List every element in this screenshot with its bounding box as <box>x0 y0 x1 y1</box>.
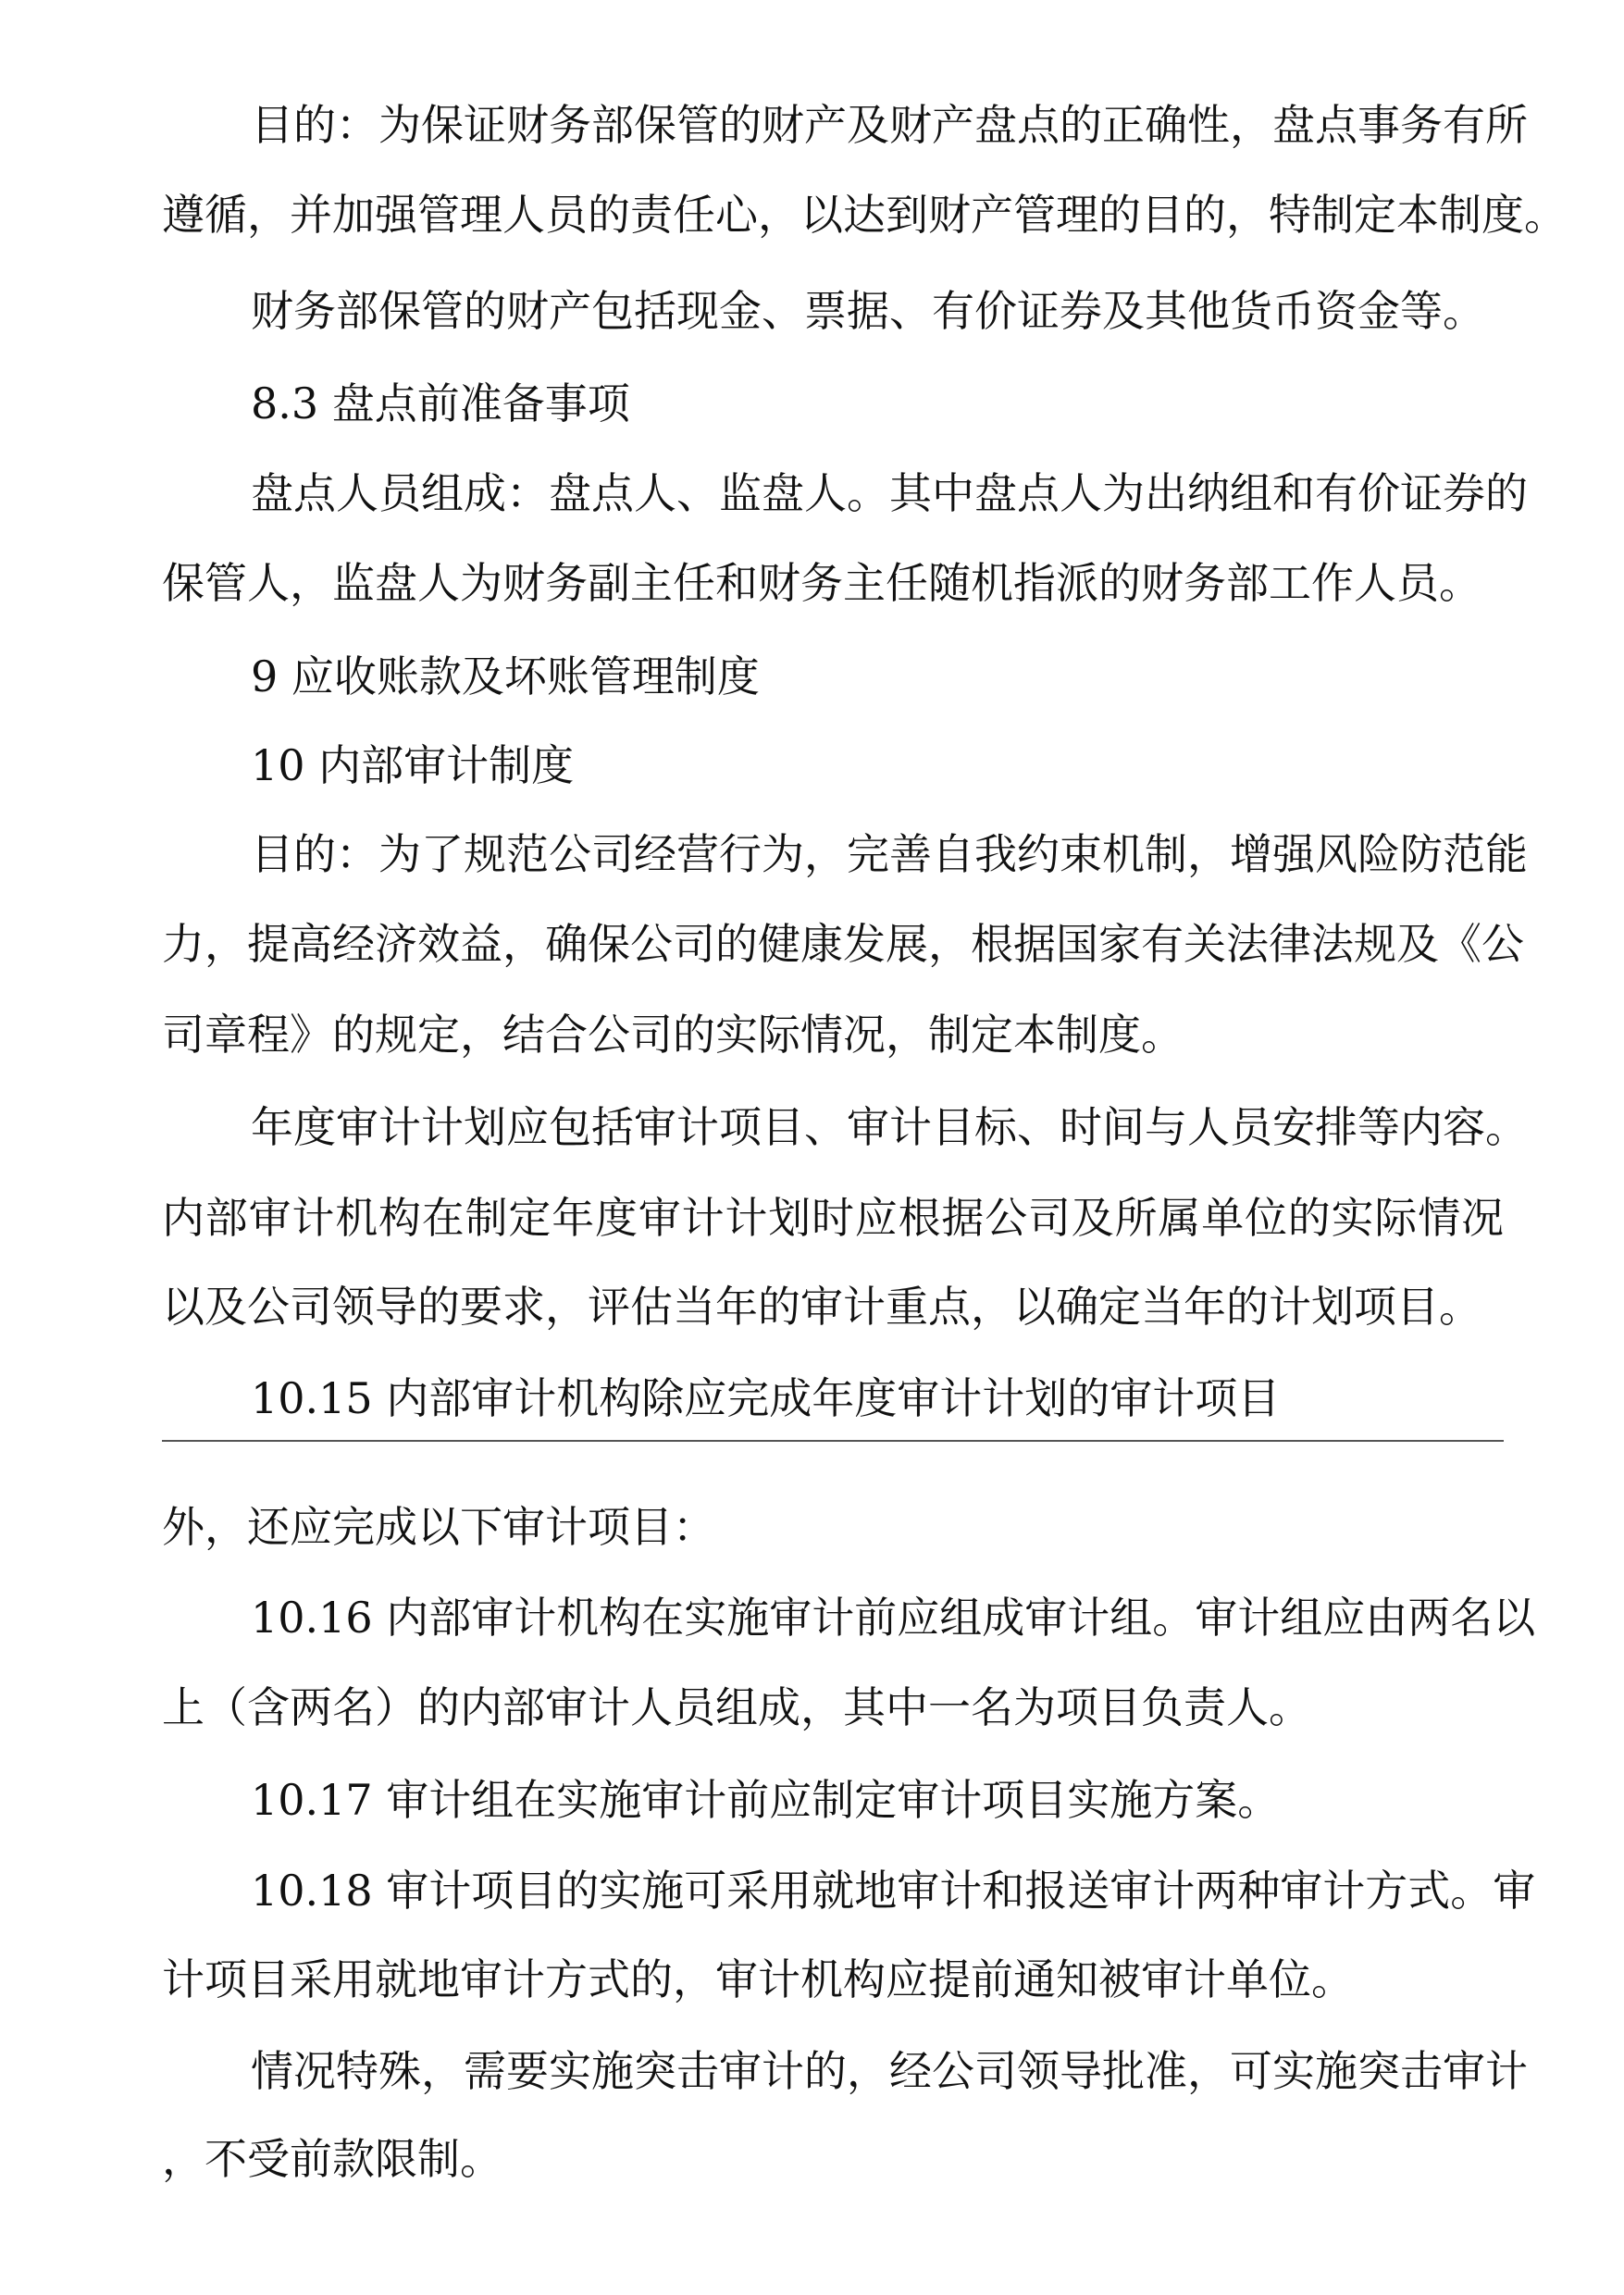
text-line: 财务部保管的财产包括现金、票据、有价证券及其他货币资金等。 <box>251 286 1485 336</box>
text-line: 10.16 内部审计机构在实施审计前应组成审计组。审计组应由两名以 <box>251 1593 1536 1643</box>
section-heading: 8.3 盘点前准备事项 <box>251 378 630 428</box>
text-line: 目的：为了规范公司经营行为，完善自我约束机制，增强风险防范能 <box>251 829 1528 879</box>
section-heading: 10 内部审计制度 <box>251 740 575 790</box>
text-line: 遵循，并加强管理人员的责任心，以达到财产管理的目的，特制定本制度。 <box>162 190 1567 240</box>
text-line: 外，还应完成以下审计项目： <box>162 1502 715 1552</box>
text-line: 10.18 审计项目的实施可采用就地审计和报送审计两种审计方式。审 <box>251 1866 1536 1916</box>
text-line: 情况特殊，需要实施突击审计的，经公司领导批准，可实施突击审计 <box>251 2046 1528 2096</box>
text-line: 力，提高经济效益，确保公司的健康发展，根据国家有关法律法规及《公 <box>162 919 1524 969</box>
text-line: 上（含两名）的内部审计人员组成，其中一名为项目负责人。 <box>162 1682 1311 1732</box>
text-line: 10.17 审计组在实施审计前应制定审计项目实施方案。 <box>251 1775 1281 1825</box>
text-line: 以及公司领导的要求，评估当年的审计重点，以确定当年的计划项目。 <box>162 1282 1481 1332</box>
text-line: 年度审计计划应包括审计项目、审计目标、时间与人员安排等内容。 <box>251 1102 1528 1152</box>
page-divider <box>162 1440 1504 1442</box>
text-line: 目的：为保证财务部保管的财产及财产盘点的正确性，盘点事务有所 <box>251 100 1528 150</box>
text-line: 内部审计机构在制定年度审计计划时应根据公司及所属单位的实际情况 <box>162 1193 1504 1243</box>
text-line: 保管人，监盘人为财务副主任和财务主任随机指派的财务部工作人员。 <box>162 558 1481 608</box>
text-line: 盘点人员组成：盘点人、监盘人。其中盘点人为出纳组和有价证券的 <box>251 468 1528 518</box>
text-line: ，不受前款限制。 <box>162 2134 502 2184</box>
text-line: 10.15 内部审计机构除应完成年度审计计划的审计项目 <box>251 1373 1281 1423</box>
text-line: 计项目采用就地审计方式的，审计机构应提前通知被审计单位。 <box>162 1954 1354 2004</box>
section-heading: 9 应收账款及坏账管理制度 <box>251 651 760 701</box>
text-line: 司章程》的规定，结合公司的实际情况，制定本制度。 <box>162 1010 1184 1060</box>
